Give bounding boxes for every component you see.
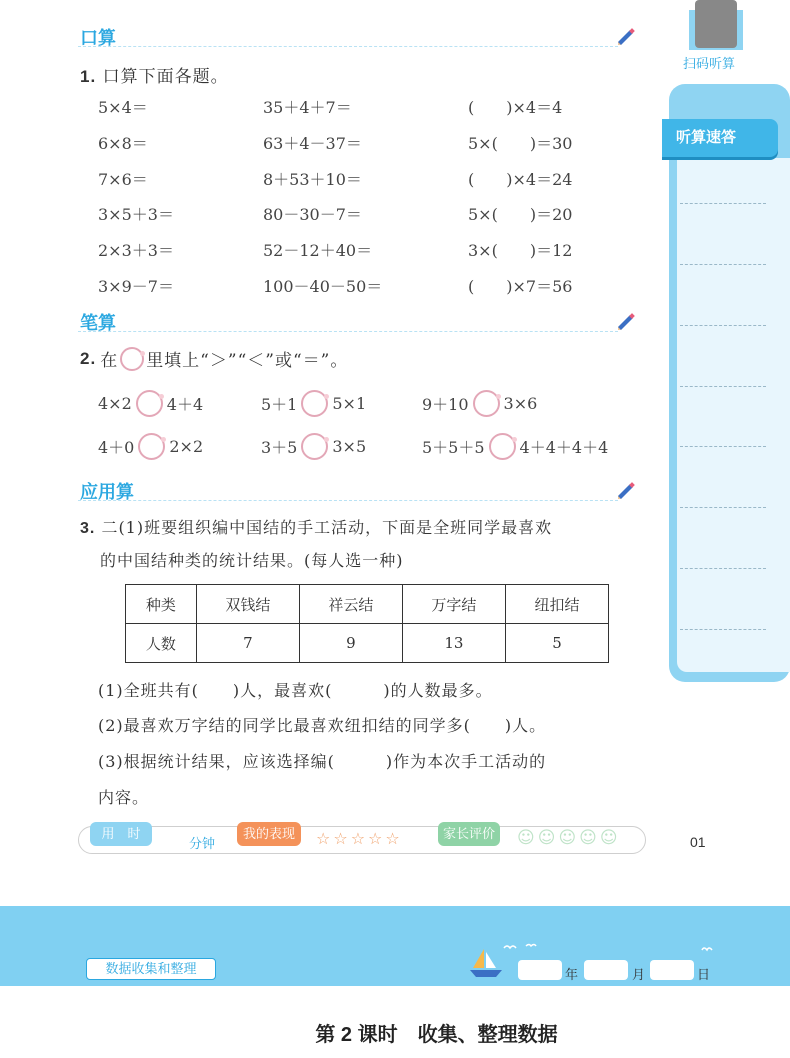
pencil-icon (614, 311, 636, 333)
table-cell: 5 (505, 624, 608, 663)
day-input[interactable] (650, 960, 694, 980)
section-divider (78, 331, 618, 332)
answer-line (680, 386, 766, 387)
answer-line (680, 629, 766, 630)
compare-right: 4＋4 (166, 395, 204, 414)
calc-item: 6×8＝ (98, 134, 148, 153)
year-input[interactable] (518, 960, 562, 980)
answer-line (680, 203, 766, 204)
calc-item: 5×4＝ (98, 98, 148, 117)
calc-item: 3×5＋3＝ (98, 205, 174, 224)
section-title-applied: 应用算 (80, 482, 134, 502)
answer-line (680, 507, 766, 508)
calc-item: 100－40－50＝ (263, 277, 383, 296)
answer-circle (120, 347, 144, 371)
year-label: 年 (565, 967, 579, 982)
answer-circle[interactable] (301, 433, 328, 460)
compare-left: 5＋5＋5 (422, 438, 485, 457)
compare-item (98, 390, 203, 417)
question-number: 3. (80, 520, 96, 537)
parent-evaluation-label: 家长评价 (438, 822, 500, 846)
compare-left: 4×2 (98, 394, 132, 413)
compare-right: 5×1 (332, 394, 367, 413)
table-header-cell: 种类 (126, 585, 197, 624)
question-text: 二(1)班要组织编中国结的手工活动，下面是全班同学最喜欢 (101, 518, 553, 537)
compare-item (422, 390, 537, 417)
calc-item: ( )×4＝24 (468, 170, 573, 189)
compare-left: 5＋1 (261, 395, 298, 414)
calc-item: 2×3＋3＝ (98, 241, 174, 260)
question-text-after: 里填上“＞”“＜”或“＝”。 (146, 351, 349, 371)
time-label: 用 时 (90, 822, 152, 846)
calc-item: 3×( )＝12 (468, 241, 573, 260)
compare-right: 3×5 (332, 437, 367, 456)
compare-item (261, 433, 366, 460)
sidebar-content (677, 158, 790, 672)
sailboat-icon (468, 946, 504, 978)
answer-line (680, 446, 766, 447)
calc-item: 63＋4－37＝ (263, 134, 362, 153)
compare-left: 4＋0 (98, 438, 135, 457)
calc-item: 80－30－7＝ (263, 205, 362, 224)
seagull-icon (700, 944, 714, 956)
sidebar-title: 听算速答 (676, 129, 737, 146)
month-input[interactable] (584, 960, 628, 980)
calc-item: ( )×7＝56 (468, 277, 573, 296)
table-header-cell: 万字结 (402, 585, 505, 624)
answer-circle[interactable] (473, 390, 500, 417)
answer-circle[interactable] (489, 433, 516, 460)
calc-item: 52－12＋40＝ (263, 241, 373, 260)
question-1-title (80, 62, 229, 87)
table-cell: 9 (299, 624, 402, 663)
compare-item (261, 390, 366, 417)
sub-question-1: (1)全班共有( )人，最喜欢( )的人数最多。 (98, 681, 493, 700)
answer-line (680, 325, 766, 326)
page-number: 01 (690, 834, 706, 850)
question-text: 口算下面各题。 (102, 67, 229, 87)
table-cell: 13 (402, 624, 505, 663)
calc-item: 3×9－7＝ (98, 277, 174, 296)
table-header-cell: 双钱结 (196, 585, 299, 624)
star-rating[interactable]: ☆☆☆☆☆ (316, 829, 403, 848)
answer-circle[interactable] (136, 390, 163, 417)
pencil-icon (614, 480, 636, 502)
compare-right: 4＋4＋4＋4 (519, 438, 609, 457)
answer-circle[interactable] (301, 390, 328, 417)
table-header-cell: 纽扣结 (505, 585, 608, 624)
compare-item (422, 433, 608, 460)
compare-right: 3×6 (503, 394, 538, 413)
sub-question-2: (2)最喜欢万字结的同学比最喜欢纽扣结的同学多( )人。 (98, 716, 547, 735)
performance-label: 我的表现 (237, 822, 301, 846)
table-cell: 7 (196, 624, 299, 663)
statistics-table (125, 584, 609, 663)
section-title-written: 笔算 (80, 313, 116, 333)
qr-code[interactable] (695, 0, 737, 48)
calc-item: 7×6＝ (98, 170, 148, 189)
lesson-title: 第 2 课时 收集、整理数据 (315, 1024, 558, 1046)
compare-left: 3＋5 (261, 438, 298, 457)
answer-circle[interactable] (138, 433, 165, 460)
question-text-before: 在 (100, 351, 119, 371)
calc-item: 5×( )＝30 (468, 134, 573, 153)
question-3-line-1 (80, 515, 552, 538)
question-2-title (80, 346, 348, 371)
compare-left: 9＋10 (422, 395, 469, 414)
scan-label: 扫码听算 (683, 56, 736, 71)
table-row (126, 624, 609, 663)
sub-question-3-line-2: 内容。 (98, 788, 150, 807)
minutes-label: 分钟 (189, 836, 216, 851)
calc-item: ( )×4＝4 (468, 98, 563, 117)
section-title-oral: 口算 (80, 28, 116, 48)
compare-item (98, 433, 203, 460)
table-header-cell: 祥云结 (299, 585, 402, 624)
question-number: 1. (80, 67, 97, 86)
pencil-icon (614, 26, 636, 48)
question-number: 2. (80, 348, 97, 368)
table-header-row (126, 585, 609, 624)
seagull-icon (502, 942, 542, 956)
topic-label: 数据收集和整理 (86, 958, 216, 980)
section-divider (78, 500, 618, 501)
calc-item: 5×( )＝20 (468, 205, 573, 224)
calc-item: 35＋4＋7＝ (263, 98, 352, 117)
month-label: 月 (632, 967, 646, 982)
face-rating[interactable]: ☺☺☺☺☺ (517, 828, 621, 848)
answer-line (680, 264, 766, 265)
question-3-line-2: 的中国结种类的统计结果。(每人选一种) (100, 551, 404, 570)
day-label: 日 (697, 967, 711, 982)
answer-line (680, 568, 766, 569)
table-row-label: 人数 (126, 624, 197, 663)
calc-item: 8＋53＋10＝ (263, 170, 362, 189)
compare-right: 2×2 (169, 437, 204, 456)
sub-question-3-line-1: (3)根据统计结果，应该选择编( )作为本次手工活动的 (98, 752, 547, 771)
section-divider (78, 46, 618, 47)
